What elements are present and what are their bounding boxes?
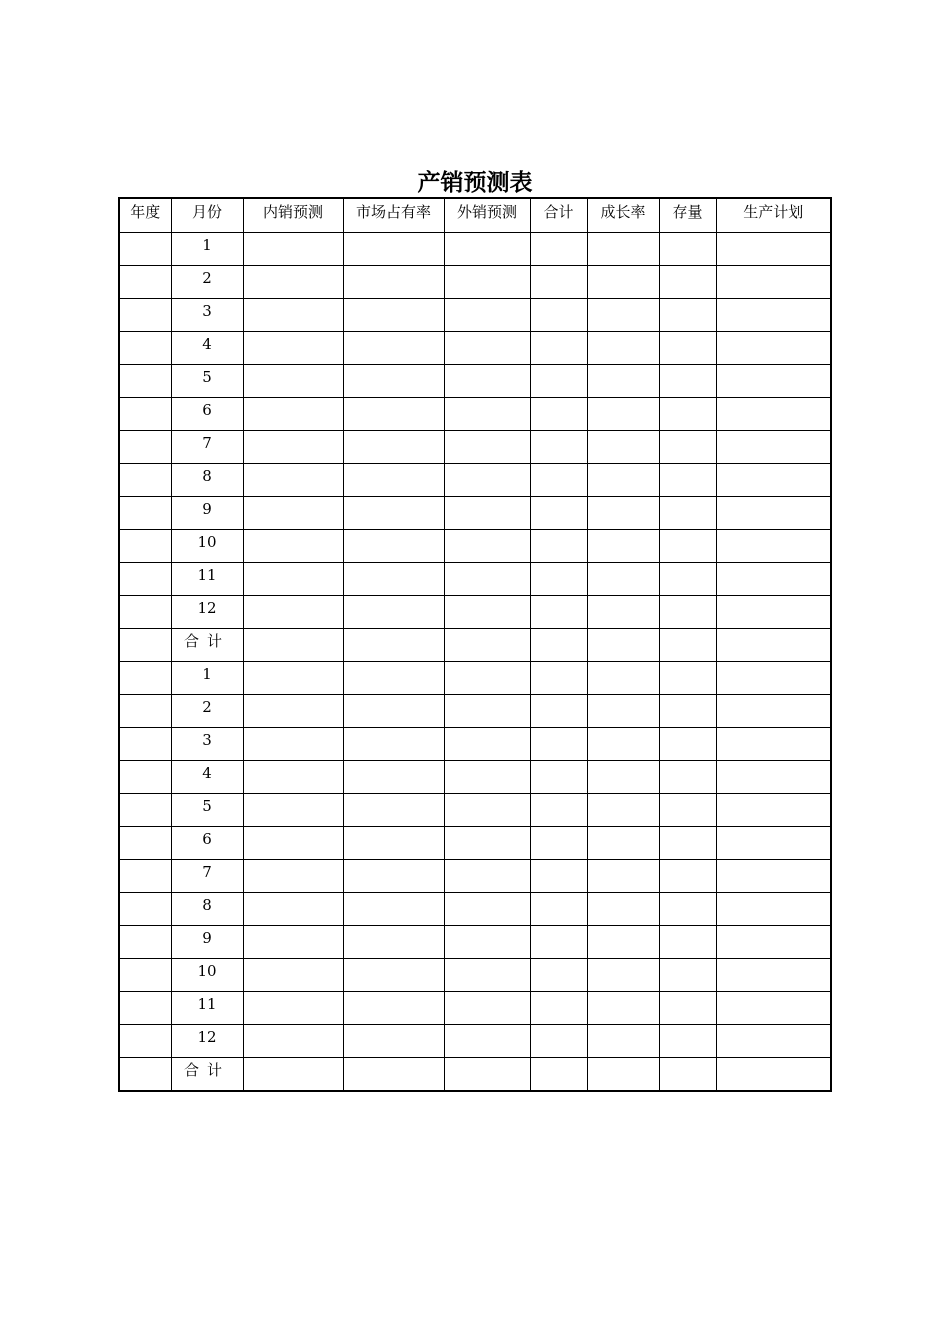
production-plan-cell[interactable]: [716, 497, 831, 530]
growth-rate-cell[interactable]: [587, 629, 659, 662]
export-forecast-cell[interactable]: [444, 695, 530, 728]
table-row: [119, 365, 831, 398]
total-cell[interactable]: [530, 365, 587, 398]
export-forecast-cell[interactable]: [444, 992, 530, 1025]
growth-rate-cell[interactable]: [587, 1025, 659, 1058]
export-forecast-cell[interactable]: [444, 893, 530, 926]
inventory-cell[interactable]: [659, 728, 716, 761]
growth-rate-cell[interactable]: [587, 959, 659, 992]
inventory-cell[interactable]: [659, 431, 716, 464]
inventory-cell[interactable]: [659, 662, 716, 695]
market-share-cell[interactable]: [343, 959, 444, 992]
subtotal-row: [119, 1058, 831, 1092]
market-share-cell[interactable]: [343, 827, 444, 860]
total-cell[interactable]: [530, 530, 587, 563]
table-row: [119, 1025, 831, 1058]
production-plan-cell[interactable]: [716, 530, 831, 563]
market-share-cell[interactable]: [343, 629, 444, 662]
growth-rate-cell[interactable]: [587, 662, 659, 695]
month-cell: 11: [171, 563, 243, 596]
year-cell[interactable]: [119, 497, 171, 530]
total-cell[interactable]: [530, 497, 587, 530]
inventory-cell[interactable]: [659, 893, 716, 926]
market-share-cell[interactable]: [343, 662, 444, 695]
domestic-forecast-cell[interactable]: [243, 332, 343, 365]
domestic-forecast-cell[interactable]: [243, 629, 343, 662]
growth-rate-cell[interactable]: [587, 827, 659, 860]
inventory-cell[interactable]: [659, 299, 716, 332]
export-forecast-cell[interactable]: [444, 629, 530, 662]
export-forecast-cell[interactable]: [444, 266, 530, 299]
production-plan-cell[interactable]: [716, 761, 831, 794]
month-cell: 7: [171, 431, 243, 464]
year-cell[interactable]: [119, 959, 171, 992]
production-plan-cell[interactable]: [716, 464, 831, 497]
export-forecast-cell[interactable]: [444, 563, 530, 596]
production-plan-cell[interactable]: [716, 662, 831, 695]
inventory-cell[interactable]: [659, 1025, 716, 1058]
month-cell: 合计: [171, 629, 243, 662]
production-plan-cell[interactable]: [716, 860, 831, 893]
year-cell[interactable]: [119, 728, 171, 761]
table-row: [119, 431, 831, 464]
domestic-forecast-cell[interactable]: [243, 926, 343, 959]
month-cell: 12: [171, 1025, 243, 1058]
header-production-plan: 生产计划: [716, 198, 831, 233]
growth-rate-cell[interactable]: [587, 728, 659, 761]
month-cell: 9: [171, 926, 243, 959]
domestic-forecast-cell[interactable]: [243, 1025, 343, 1058]
export-forecast-cell[interactable]: [444, 662, 530, 695]
total-cell[interactable]: [530, 464, 587, 497]
month-cell: 2: [171, 695, 243, 728]
inventory-cell[interactable]: [659, 629, 716, 662]
table-row: [119, 728, 831, 761]
export-forecast-cell[interactable]: [444, 794, 530, 827]
production-plan-cell[interactable]: [716, 596, 831, 629]
total-cell[interactable]: [530, 860, 587, 893]
market-share-cell[interactable]: [343, 530, 444, 563]
growth-rate-cell[interactable]: [587, 761, 659, 794]
table-row: [119, 893, 831, 926]
export-forecast-cell[interactable]: [444, 827, 530, 860]
table-row: [119, 926, 831, 959]
market-share-cell[interactable]: [343, 431, 444, 464]
inventory-cell[interactable]: [659, 497, 716, 530]
table-body: [119, 233, 831, 1092]
header-market-share: 市场占有率: [343, 198, 444, 233]
export-forecast-cell[interactable]: [444, 497, 530, 530]
month-cell: 1: [171, 233, 243, 266]
export-forecast-cell[interactable]: [444, 926, 530, 959]
export-forecast-cell[interactable]: [444, 233, 530, 266]
market-share-cell[interactable]: [343, 398, 444, 431]
total-cell[interactable]: [530, 761, 587, 794]
inventory-cell[interactable]: [659, 926, 716, 959]
year-cell[interactable]: [119, 794, 171, 827]
market-share-cell[interactable]: [343, 926, 444, 959]
inventory-cell[interactable]: [659, 1058, 716, 1092]
month-cell: 8: [171, 464, 243, 497]
header-total: 合计: [530, 198, 587, 233]
year-cell[interactable]: [119, 299, 171, 332]
growth-rate-cell[interactable]: [587, 497, 659, 530]
month-cell: 10: [171, 959, 243, 992]
table-row: [119, 332, 831, 365]
export-forecast-cell[interactable]: [444, 728, 530, 761]
export-forecast-cell[interactable]: [444, 530, 530, 563]
growth-rate-cell[interactable]: [587, 794, 659, 827]
table-row: [119, 827, 831, 860]
header-month: 月份: [171, 198, 243, 233]
inventory-cell[interactable]: [659, 365, 716, 398]
production-plan-cell[interactable]: [716, 365, 831, 398]
production-plan-cell[interactable]: [716, 728, 831, 761]
production-plan-cell[interactable]: [716, 1058, 831, 1092]
domestic-forecast-cell[interactable]: [243, 398, 343, 431]
production-plan-cell[interactable]: [716, 233, 831, 266]
month-cell: 8: [171, 893, 243, 926]
total-cell[interactable]: [530, 266, 587, 299]
table-row: [119, 761, 831, 794]
export-forecast-cell[interactable]: [444, 431, 530, 464]
month-cell: 2: [171, 266, 243, 299]
inventory-cell[interactable]: [659, 761, 716, 794]
production-plan-cell[interactable]: [716, 629, 831, 662]
inventory-cell[interactable]: [659, 596, 716, 629]
total-cell[interactable]: [530, 563, 587, 596]
market-share-cell[interactable]: [343, 266, 444, 299]
table-row: [119, 530, 831, 563]
growth-rate-cell[interactable]: [587, 695, 659, 728]
domestic-forecast-cell[interactable]: [243, 959, 343, 992]
total-cell[interactable]: [530, 596, 587, 629]
growth-rate-cell[interactable]: [587, 926, 659, 959]
growth-rate-cell[interactable]: [587, 431, 659, 464]
year-cell[interactable]: [119, 926, 171, 959]
table-row: [119, 299, 831, 332]
market-share-cell[interactable]: [343, 992, 444, 1025]
market-share-cell[interactable]: [343, 299, 444, 332]
month-cell: 9: [171, 497, 243, 530]
year-cell[interactable]: [119, 233, 171, 266]
month-cell: 3: [171, 299, 243, 332]
domestic-forecast-cell[interactable]: [243, 431, 343, 464]
total-cell[interactable]: [530, 1025, 587, 1058]
header-inventory: 存量: [659, 198, 716, 233]
inventory-cell[interactable]: [659, 530, 716, 563]
market-share-cell[interactable]: [343, 1058, 444, 1092]
export-forecast-cell[interactable]: [444, 398, 530, 431]
year-cell[interactable]: [119, 431, 171, 464]
export-forecast-cell[interactable]: [444, 959, 530, 992]
production-plan-cell[interactable]: [716, 992, 831, 1025]
domestic-forecast-cell[interactable]: [243, 893, 343, 926]
table-row: [119, 695, 831, 728]
inventory-cell[interactable]: [659, 332, 716, 365]
forecast-table: [118, 197, 832, 1092]
production-plan-cell[interactable]: [716, 563, 831, 596]
domestic-forecast-cell[interactable]: [243, 530, 343, 563]
year-cell[interactable]: [119, 695, 171, 728]
export-forecast-cell[interactable]: [444, 860, 530, 893]
header-row: [119, 198, 831, 233]
total-cell[interactable]: [530, 992, 587, 1025]
domestic-forecast-cell[interactable]: [243, 695, 343, 728]
month-cell: 6: [171, 827, 243, 860]
month-cell: 7: [171, 860, 243, 893]
total-cell[interactable]: [530, 431, 587, 464]
domestic-forecast-cell[interactable]: [243, 365, 343, 398]
header-export-forecast: 外销预测: [444, 198, 530, 233]
production-plan-cell[interactable]: [716, 959, 831, 992]
month-cell: 合计: [171, 1058, 243, 1092]
table-row: [119, 464, 831, 497]
production-plan-cell[interactable]: [716, 266, 831, 299]
growth-rate-cell[interactable]: [587, 266, 659, 299]
total-cell[interactable]: [530, 299, 587, 332]
year-cell[interactable]: [119, 992, 171, 1025]
inventory-cell[interactable]: [659, 266, 716, 299]
production-plan-cell[interactable]: [716, 1025, 831, 1058]
domestic-forecast-cell[interactable]: [243, 596, 343, 629]
inventory-cell[interactable]: [659, 695, 716, 728]
export-forecast-cell[interactable]: [444, 761, 530, 794]
year-cell[interactable]: [119, 530, 171, 563]
header-year: 年度: [119, 198, 171, 233]
table-row: [119, 794, 831, 827]
table-row: [119, 233, 831, 266]
market-share-cell[interactable]: [343, 761, 444, 794]
table-row: [119, 596, 831, 629]
domestic-forecast-cell[interactable]: [243, 827, 343, 860]
month-cell: 11: [171, 992, 243, 1025]
inventory-cell[interactable]: [659, 398, 716, 431]
production-plan-cell[interactable]: [716, 299, 831, 332]
total-cell[interactable]: [530, 332, 587, 365]
year-cell[interactable]: [119, 332, 171, 365]
market-share-cell[interactable]: [343, 497, 444, 530]
domestic-forecast-cell[interactable]: [243, 497, 343, 530]
market-share-cell[interactable]: [343, 365, 444, 398]
domestic-forecast-cell[interactable]: [243, 464, 343, 497]
production-plan-cell[interactable]: [716, 893, 831, 926]
market-share-cell[interactable]: [343, 728, 444, 761]
year-cell[interactable]: [119, 629, 171, 662]
subtotal-row: [119, 629, 831, 662]
export-forecast-cell[interactable]: [444, 464, 530, 497]
inventory-cell[interactable]: [659, 827, 716, 860]
production-plan-cell[interactable]: [716, 827, 831, 860]
production-plan-cell[interactable]: [716, 332, 831, 365]
year-cell[interactable]: [119, 1058, 171, 1092]
domestic-forecast-cell[interactable]: [243, 992, 343, 1025]
market-share-cell[interactable]: [343, 596, 444, 629]
total-cell[interactable]: [530, 695, 587, 728]
inventory-cell[interactable]: [659, 860, 716, 893]
growth-rate-cell[interactable]: [587, 332, 659, 365]
month-cell: 5: [171, 365, 243, 398]
total-cell[interactable]: [530, 629, 587, 662]
export-forecast-cell[interactable]: [444, 596, 530, 629]
growth-rate-cell[interactable]: [587, 398, 659, 431]
market-share-cell[interactable]: [343, 464, 444, 497]
domestic-forecast-cell[interactable]: [243, 299, 343, 332]
month-cell: 4: [171, 761, 243, 794]
year-cell[interactable]: [119, 365, 171, 398]
table-row: [119, 662, 831, 695]
year-cell[interactable]: [119, 596, 171, 629]
production-plan-cell[interactable]: [716, 926, 831, 959]
header-growth-rate: 成长率: [587, 198, 659, 233]
year-cell[interactable]: [119, 860, 171, 893]
domestic-forecast-cell[interactable]: [243, 1058, 343, 1092]
growth-rate-cell[interactable]: [587, 299, 659, 332]
table-row: [119, 959, 831, 992]
total-cell[interactable]: [530, 233, 587, 266]
total-cell[interactable]: [530, 926, 587, 959]
domestic-forecast-cell[interactable]: [243, 233, 343, 266]
growth-rate-cell[interactable]: [587, 1058, 659, 1092]
export-forecast-cell[interactable]: [444, 1025, 530, 1058]
table-row: [119, 563, 831, 596]
inventory-cell[interactable]: [659, 563, 716, 596]
month-cell: 4: [171, 332, 243, 365]
growth-rate-cell[interactable]: [587, 464, 659, 497]
header-domestic-forecast: 内销预测: [243, 198, 343, 233]
production-plan-cell[interactable]: [716, 695, 831, 728]
growth-rate-cell[interactable]: [587, 992, 659, 1025]
growth-rate-cell[interactable]: [587, 596, 659, 629]
year-cell[interactable]: [119, 398, 171, 431]
market-share-cell[interactable]: [343, 860, 444, 893]
year-cell[interactable]: [119, 893, 171, 926]
inventory-cell[interactable]: [659, 794, 716, 827]
page-title: 产销预测表: [417, 169, 533, 196]
month-cell: 6: [171, 398, 243, 431]
table-row: [119, 266, 831, 299]
growth-rate-cell[interactable]: [587, 860, 659, 893]
month-cell: 3: [171, 728, 243, 761]
year-cell[interactable]: [119, 266, 171, 299]
market-share-cell[interactable]: [343, 695, 444, 728]
total-cell[interactable]: [530, 398, 587, 431]
market-share-cell[interactable]: [343, 893, 444, 926]
total-cell[interactable]: [530, 728, 587, 761]
inventory-cell[interactable]: [659, 959, 716, 992]
market-share-cell[interactable]: [343, 794, 444, 827]
domestic-forecast-cell[interactable]: [243, 662, 343, 695]
total-cell[interactable]: [530, 827, 587, 860]
growth-rate-cell[interactable]: [587, 365, 659, 398]
total-cell[interactable]: [530, 662, 587, 695]
table-row: [119, 398, 831, 431]
market-share-cell[interactable]: [343, 332, 444, 365]
month-cell: 12: [171, 596, 243, 629]
year-cell[interactable]: [119, 1025, 171, 1058]
production-plan-cell[interactable]: [716, 398, 831, 431]
growth-rate-cell[interactable]: [587, 893, 659, 926]
month-cell: 5: [171, 794, 243, 827]
domestic-forecast-cell[interactable]: [243, 563, 343, 596]
growth-rate-cell[interactable]: [587, 233, 659, 266]
market-share-cell[interactable]: [343, 233, 444, 266]
growth-rate-cell[interactable]: [587, 530, 659, 563]
market-share-cell[interactable]: [343, 563, 444, 596]
domestic-forecast-cell[interactable]: [243, 266, 343, 299]
table-row: [119, 497, 831, 530]
month-cell: 10: [171, 530, 243, 563]
domestic-forecast-cell[interactable]: [243, 860, 343, 893]
market-share-cell[interactable]: [343, 1025, 444, 1058]
inventory-cell[interactable]: [659, 464, 716, 497]
export-forecast-cell[interactable]: [444, 299, 530, 332]
table-row: [119, 992, 831, 1025]
export-forecast-cell[interactable]: [444, 1058, 530, 1092]
year-cell[interactable]: [119, 827, 171, 860]
total-cell[interactable]: [530, 794, 587, 827]
domestic-forecast-cell[interactable]: [243, 794, 343, 827]
year-cell[interactable]: [119, 464, 171, 497]
inventory-cell[interactable]: [659, 233, 716, 266]
export-forecast-cell[interactable]: [444, 365, 530, 398]
total-cell[interactable]: [530, 1058, 587, 1092]
production-plan-cell[interactable]: [716, 431, 831, 464]
year-cell[interactable]: [119, 563, 171, 596]
domestic-forecast-cell[interactable]: [243, 761, 343, 794]
total-cell[interactable]: [530, 893, 587, 926]
year-cell[interactable]: [119, 761, 171, 794]
export-forecast-cell[interactable]: [444, 332, 530, 365]
production-plan-cell[interactable]: [716, 794, 831, 827]
year-cell[interactable]: [119, 662, 171, 695]
table-row: [119, 860, 831, 893]
month-cell: 1: [171, 662, 243, 695]
inventory-cell[interactable]: [659, 992, 716, 1025]
growth-rate-cell[interactable]: [587, 563, 659, 596]
domestic-forecast-cell[interactable]: [243, 728, 343, 761]
total-cell[interactable]: [530, 959, 587, 992]
